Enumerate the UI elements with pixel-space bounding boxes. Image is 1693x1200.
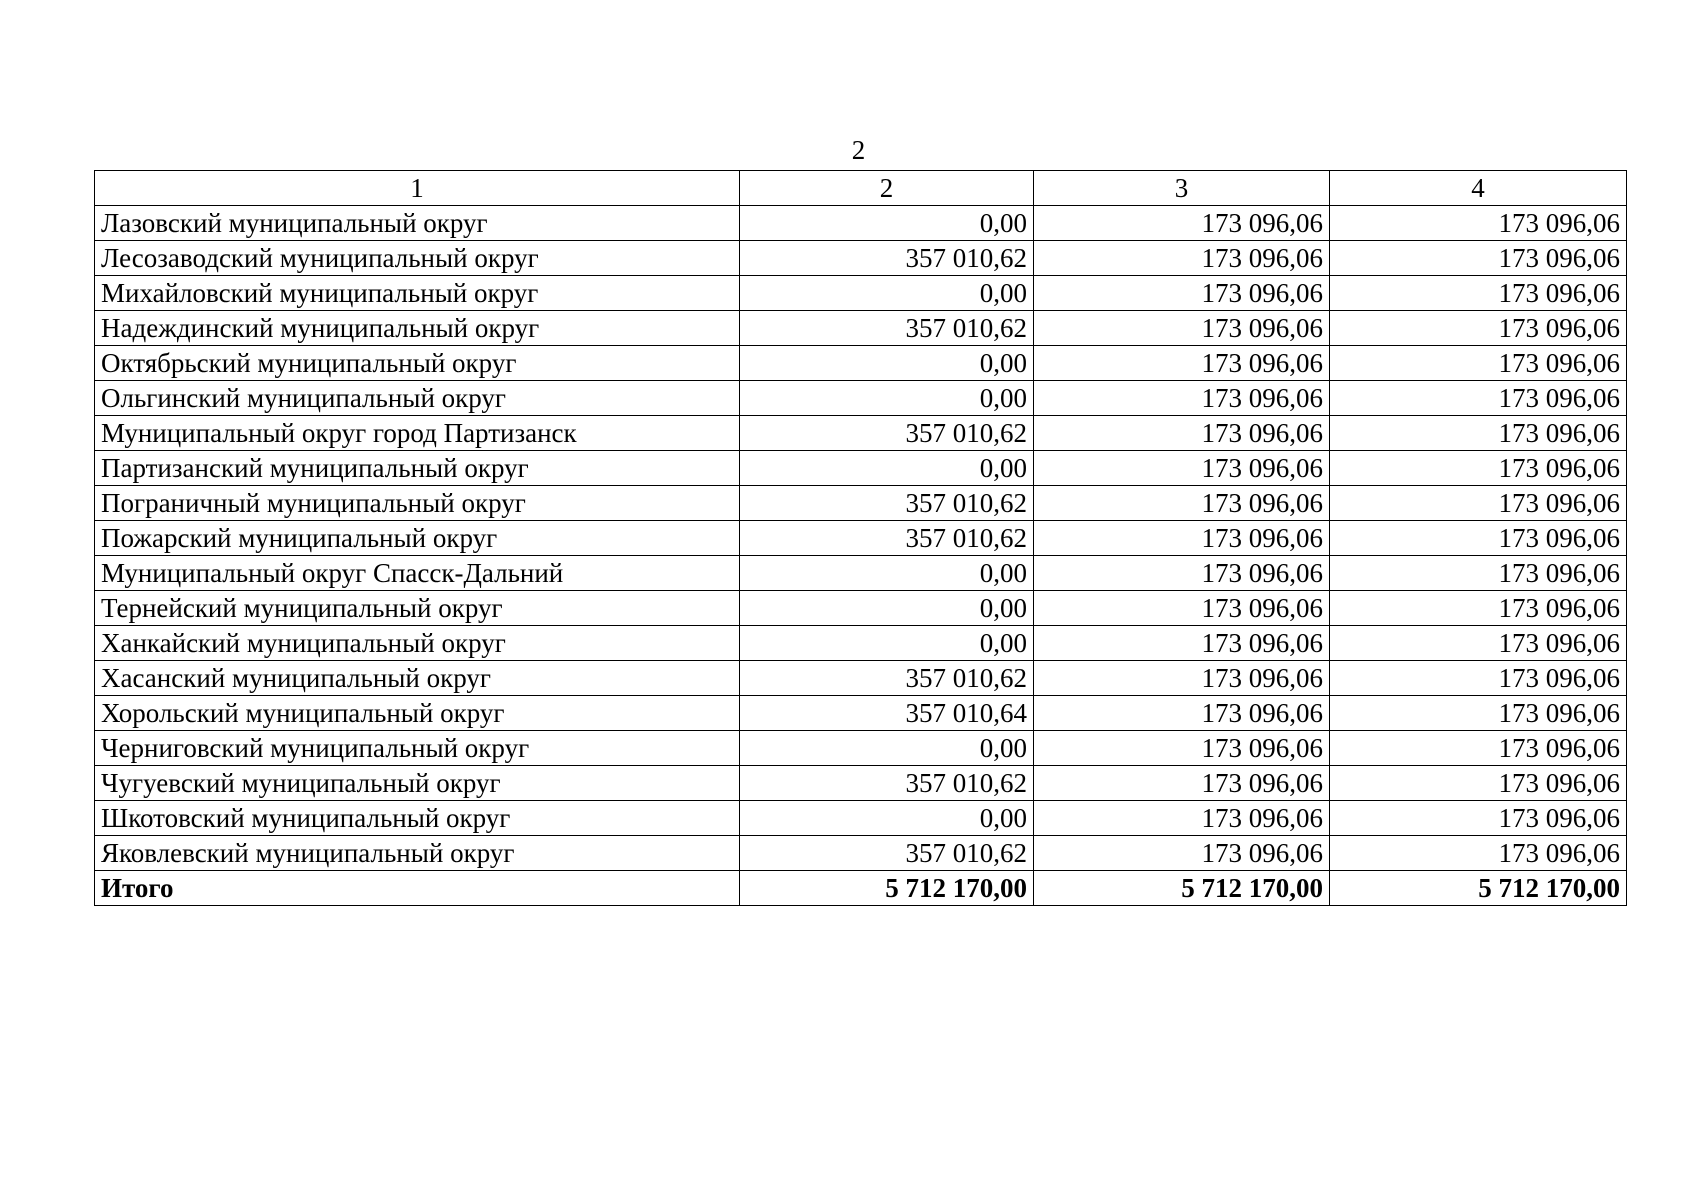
municipality-name: Муниципальный округ Спасск-Дальний: [95, 556, 740, 591]
municipality-name: Хасанский муниципальный округ: [95, 661, 740, 696]
value-col-2: 0,00: [740, 556, 1034, 591]
value-col-3: 173 096,06: [1034, 626, 1330, 661]
municipality-name: Октябрьский муниципальный округ: [95, 346, 740, 381]
total-col-4: 5 712 170,00: [1330, 871, 1627, 906]
value-col-3: 173 096,06: [1034, 836, 1330, 871]
value-col-3: 173 096,06: [1034, 696, 1330, 731]
municipality-name: Шкотовский муниципальный округ: [95, 801, 740, 836]
municipality-name: Лесозаводский муниципальный округ: [95, 241, 740, 276]
total-label: Итого: [95, 871, 740, 906]
value-col-3: 173 096,06: [1034, 206, 1330, 241]
value-col-4: 173 096,06: [1330, 836, 1627, 871]
value-col-4: 173 096,06: [1330, 206, 1627, 241]
value-col-3: 173 096,06: [1034, 801, 1330, 836]
value-col-2: 357 010,62: [740, 766, 1034, 801]
table-row: [95, 416, 1627, 451]
table-row: [95, 661, 1627, 696]
value-col-4: 173 096,06: [1330, 591, 1627, 626]
value-col-3: 173 096,06: [1034, 276, 1330, 311]
table-row: [95, 521, 1627, 556]
municipality-name: Лазовский муниципальный округ: [95, 206, 740, 241]
value-col-2: 357 010,62: [740, 311, 1034, 346]
table-row: [95, 626, 1627, 661]
value-col-4: 173 096,06: [1330, 276, 1627, 311]
value-col-4: 173 096,06: [1330, 381, 1627, 416]
value-col-3: 173 096,06: [1034, 591, 1330, 626]
municipality-name: Яковлевский муниципальный округ: [95, 836, 740, 871]
value-col-4: 173 096,06: [1330, 521, 1627, 556]
table-row: [95, 591, 1627, 626]
municipality-name: Чугуевский муниципальный округ: [95, 766, 740, 801]
value-col-4: 173 096,06: [1330, 241, 1627, 276]
table-row: [95, 486, 1627, 521]
value-col-4: 173 096,06: [1330, 731, 1627, 766]
table-row: [95, 801, 1627, 836]
value-col-2: 0,00: [740, 591, 1034, 626]
table-row: [95, 696, 1627, 731]
value-col-3: 173 096,06: [1034, 731, 1330, 766]
municipality-name: Муниципальный округ город Партизанск: [95, 416, 740, 451]
municipality-name: Черниговский муниципальный округ: [95, 731, 740, 766]
value-col-4: 173 096,06: [1330, 696, 1627, 731]
value-col-4: 173 096,06: [1330, 766, 1627, 801]
table-body: [95, 206, 1627, 906]
value-col-3: 173 096,06: [1034, 451, 1330, 486]
total-col-2: 5 712 170,00: [740, 871, 1034, 906]
table-row: [95, 206, 1627, 241]
value-col-3: 173 096,06: [1034, 661, 1330, 696]
value-col-2: 0,00: [740, 451, 1034, 486]
value-col-3: 173 096,06: [1034, 556, 1330, 591]
total-col-3: 5 712 170,00: [1034, 871, 1330, 906]
value-col-4: 173 096,06: [1330, 661, 1627, 696]
municipality-name: Тернейский муниципальный округ: [95, 591, 740, 626]
header-col-3: 3: [1034, 171, 1330, 206]
data-table: [94, 170, 1627, 906]
table-row: [95, 311, 1627, 346]
header-col-1: 1: [95, 171, 740, 206]
value-col-2: 0,00: [740, 276, 1034, 311]
total-row: [95, 871, 1627, 906]
value-col-2: 0,00: [740, 206, 1034, 241]
table-row: [95, 346, 1627, 381]
value-col-3: 173 096,06: [1034, 521, 1330, 556]
value-col-4: 173 096,06: [1330, 416, 1627, 451]
value-col-2: 0,00: [740, 381, 1034, 416]
value-col-3: 173 096,06: [1034, 241, 1330, 276]
value-col-4: 173 096,06: [1330, 556, 1627, 591]
value-col-4: 173 096,06: [1330, 451, 1627, 486]
page-number: 2: [851, 135, 866, 165]
table-row: [95, 451, 1627, 486]
value-col-2: 357 010,62: [740, 241, 1034, 276]
value-col-4: 173 096,06: [1330, 801, 1627, 836]
value-col-2: 357 010,62: [740, 836, 1034, 871]
value-col-2: 0,00: [740, 801, 1034, 836]
municipality-name: Хорольский муниципальный округ: [95, 696, 740, 731]
value-col-3: 173 096,06: [1034, 486, 1330, 521]
value-col-2: 357 010,64: [740, 696, 1034, 731]
municipality-name: Ханкайский муниципальный округ: [95, 626, 740, 661]
table-row: [95, 556, 1627, 591]
value-col-2: 0,00: [740, 731, 1034, 766]
value-col-3: 173 096,06: [1034, 381, 1330, 416]
value-col-2: 357 010,62: [740, 416, 1034, 451]
table-row: [95, 381, 1627, 416]
value-col-3: 173 096,06: [1034, 416, 1330, 451]
municipality-name: Партизанский муниципальный округ: [95, 451, 740, 486]
value-col-2: 357 010,62: [740, 486, 1034, 521]
table-row: [95, 276, 1627, 311]
value-col-2: 0,00: [740, 346, 1034, 381]
value-col-3: 173 096,06: [1034, 766, 1330, 801]
value-col-2: 357 010,62: [740, 661, 1034, 696]
municipality-name: Ольгинский муниципальный округ: [95, 381, 740, 416]
header-col-2: 2: [740, 171, 1034, 206]
value-col-4: 173 096,06: [1330, 311, 1627, 346]
municipality-name: Пожарский муниципальный округ: [95, 521, 740, 556]
table-row: [95, 836, 1627, 871]
municipality-name: Пограничный муниципальный округ: [95, 486, 740, 521]
municipality-name: Надеждинский муниципальный округ: [95, 311, 740, 346]
municipality-name: Михайловский муниципальный округ: [95, 276, 740, 311]
table-row: [95, 241, 1627, 276]
table-row: [95, 731, 1627, 766]
value-col-4: 173 096,06: [1330, 346, 1627, 381]
header-row: [95, 171, 1627, 206]
value-col-3: 173 096,06: [1034, 346, 1330, 381]
value-col-2: 0,00: [740, 626, 1034, 661]
table-row: [95, 766, 1627, 801]
value-col-4: 173 096,06: [1330, 486, 1627, 521]
header-col-4: 4: [1330, 171, 1627, 206]
value-col-3: 173 096,06: [1034, 311, 1330, 346]
table-header: [95, 171, 1627, 206]
value-col-4: 173 096,06: [1330, 626, 1627, 661]
value-col-2: 357 010,62: [740, 521, 1034, 556]
